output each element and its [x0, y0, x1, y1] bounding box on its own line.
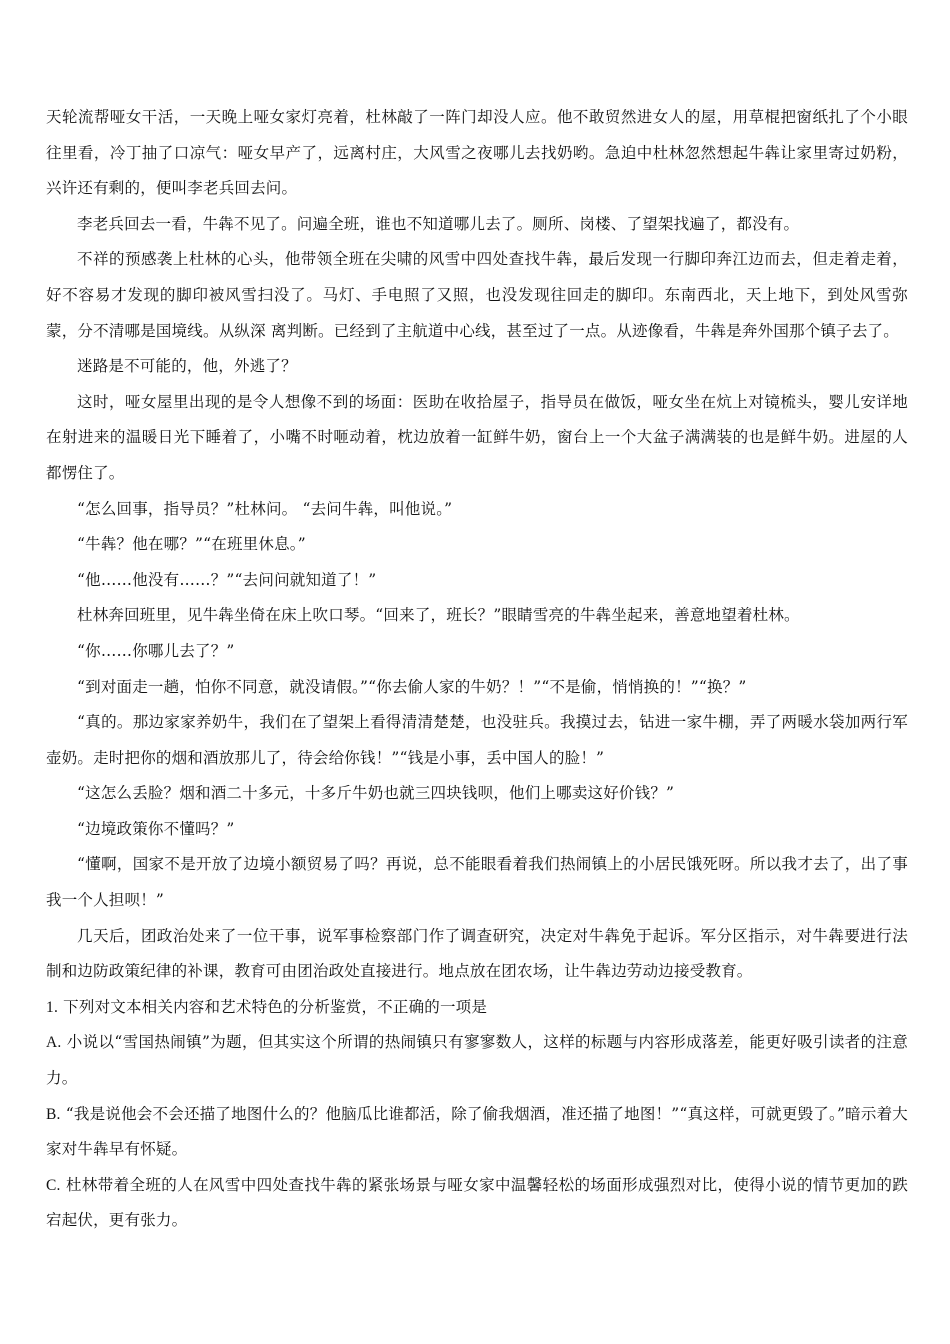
paragraph: 这时，哑女屋里出现的是令人想像不到的场面：医助在收拾屋子，指导员在做饭，哑女坐在炕上对镜梳头，婴儿安详地在射进来的温暖日光下睡着了，小嘴不时咂动着，枕边放着一缸鲜牛奶，窗台上一个大盆子满满装的也是鲜牛奶。进屋的人都愣住了。 [46, 392, 908, 482]
option-text: 小说以“雪国热闹镇”为题，但其实这个所谓的热闹镇只有寥寥数人，这样的标题与内容形成落差，能更好吸引读者的注意力。 [46, 1033, 908, 1088]
option-letter: C. [46, 1176, 61, 1194]
option-a [46, 1025, 908, 1096]
story-text [46, 100, 908, 1239]
question-stem-text: 下列对文本相关内容和艺术特色的分析鉴赏，不正确的一项是 [63, 997, 488, 1016]
paragraph: 不祥的预感袭上杜林的心头，他带领全班在尖啸的风雪中四处查找牛犇，最后发现一行脚印奔江边而去，但走着走着，好不容易才发现的脚印被风雪扫没了。马灯、手电照了又照，也没发现往回走的脚印。东南西北，天上地下，到处风雪弥蒙，分不清哪是国境线。从纵深 离判断。已经到了主航道中心线，甚至过了一点。从迹像看，牛犇是奔外国那个镇子去了。 [46, 250, 908, 340]
dialogue-line: “牛犇？他在哪？”“在班里休息。” [77, 535, 306, 554]
paragraph-continuation: 天轮流帮哑女干活，一天晚上哑女家灯亮着，杜林敲了一阵门却没人应。他不敢贸然进女人的屋，用草棍把窗纸扎了个小眼往里看，冷丁抽了口凉气：哑女早产了，远离村庄，大风雪之夜哪儿去找奶哟。急迫中杜林忽然想起牛犇让家里寄过奶粉，兴许还有剩的，便叫李老兵回去问。 [46, 108, 908, 198]
paragraph: 迷路是不可能的，他，外逃了？ [77, 357, 297, 376]
paragraph: 李老兵回去一看，牛犇不见了。问遍全班，谁也不知道哪儿去了。厕所、岗楼、了望架找遍了，都没有。 [77, 214, 800, 233]
dialogue-line: “这怎么丢脸？烟和酒二十多元，十多斤牛奶也就三四块钱呗，他们上哪卖这好价钱？” [77, 784, 675, 803]
question-stem [46, 990, 908, 1026]
option-text: “我是说他会不会还描了地图什么的？他脑瓜比谁都活，除了偷我烟酒，准还描了地图！”“真这样，可就更毁了。”暗示着大家对牛犇早有怀疑。 [46, 1104, 908, 1159]
dialogue-line: “边境政策你不懂吗？” [77, 819, 235, 838]
option-text: 杜林带着全班的人在风雪中四处查找牛犇的紧张场景与哑女家中温馨轻松的场面形成强烈对比，使得小说的情节更加的跌宕起伏，更有张力。 [46, 1175, 908, 1230]
option-b [46, 1097, 908, 1168]
paragraph: 杜林奔回班里，见牛犇坐倚在床上吹口琴。“回来了，班长？”眼睛雪亮的牛犇坐起来，善意地望着杜林。 [77, 606, 800, 625]
dialogue-line: “真的。那边家家养奶牛，我们在了望架上看得清清楚楚，也没驻兵。我摸过去，钻进一家牛棚，弄了两暖水袋加两行军壶奶。走时把你的烟和酒放那儿了，待会给你钱！”“钱是小事，丢中国人的脸！” [46, 713, 908, 767]
option-letter: B. [46, 1105, 61, 1123]
dialogue-line: “懂啊，国家不是开放了边境小额贸易了吗？再说，总不能眼看着我们热闹镇上的小居民饿死呀。所以我才去了，出了事我一个人担呗！” [46, 855, 908, 910]
paragraph: 几天后，团政治处来了一位干事，说军事检察部门作了调查研究，决定对牛犇免于起诉。军分区指示，对牛犇要进行法制和边防政策纪律的补课，教育可由团治政处直接进行。地点放在团农场，让牛犇边劳动边接受教育。 [46, 926, 908, 981]
option-letter: A. [46, 1034, 62, 1052]
dialogue-line: “你……你哪儿去了？” [77, 641, 235, 660]
question-block [46, 990, 908, 1239]
dialogue-line: “他……他没有……？”“去问问就知道了！” [77, 570, 377, 589]
question-number: 1. [46, 998, 59, 1016]
dialogue-line: “到对面走一趟，怕你不同意，就没请假。”“你去偷人家的牛奶？！”“不是偷，悄悄换的！”“换？” [77, 677, 747, 696]
dialogue-line: “怎么回事，指导员？”杜林问。 “去问牛犇，叫他说。” [77, 499, 453, 518]
option-c [46, 1168, 908, 1239]
